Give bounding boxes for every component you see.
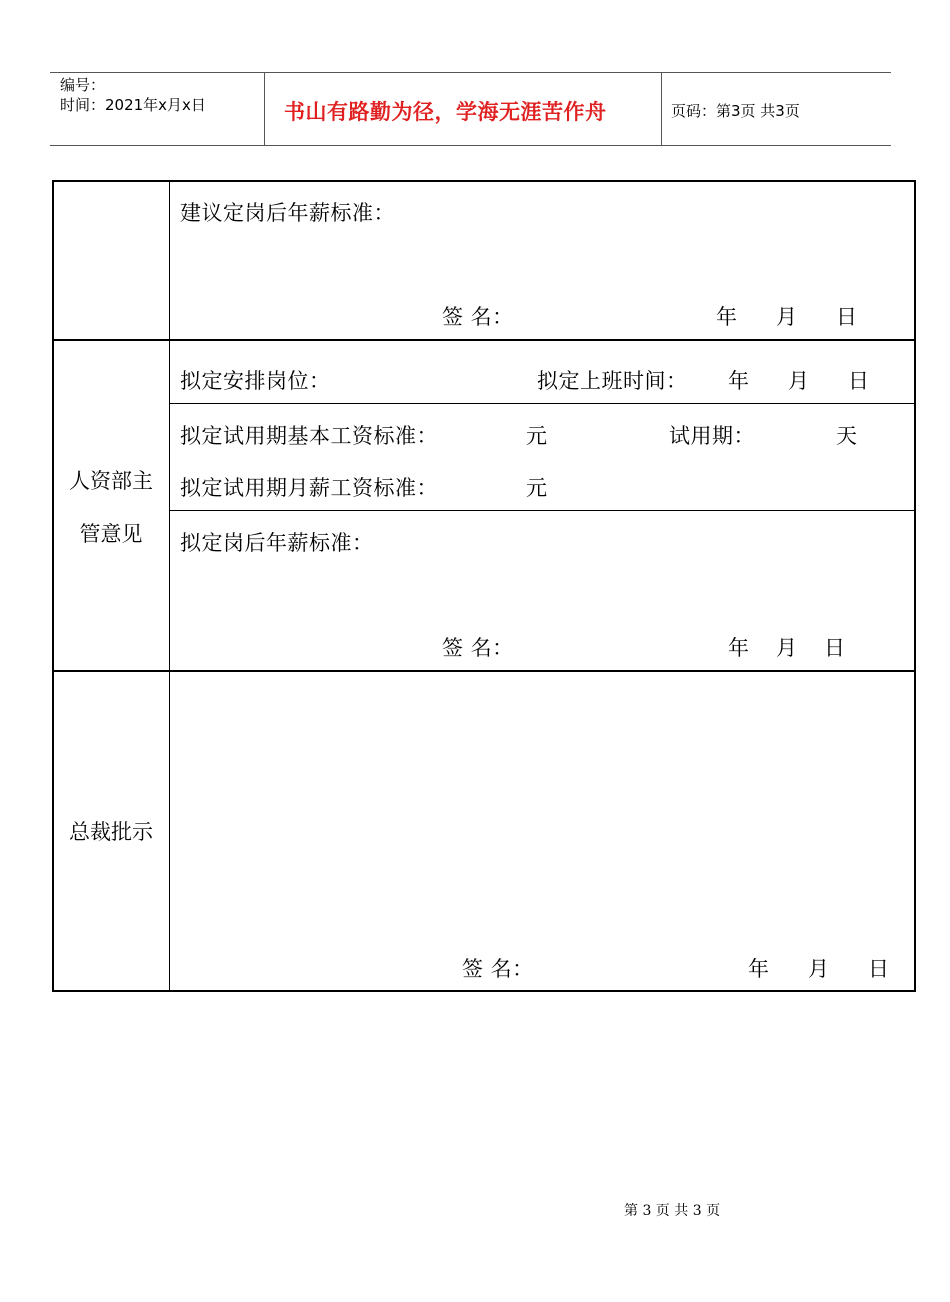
hr-month-label: 月 xyxy=(776,636,798,660)
start-month-label: 月 xyxy=(788,369,810,393)
section-divider-top xyxy=(53,339,916,341)
start-year-label: 年 xyxy=(728,369,750,393)
top-month-label: 月 xyxy=(776,305,798,329)
start-day-label: 日 xyxy=(848,369,870,393)
hr-opinion-label-line1: 人资部主 xyxy=(69,469,153,493)
ceo-day-label: 日 xyxy=(868,957,890,981)
ceo-approval-label: 总裁批示 xyxy=(69,820,153,844)
row-divider-post xyxy=(170,403,916,404)
suggest-salary-label: 建议定岗后年薪标准： xyxy=(180,201,395,225)
planned-post-label: 拟定安排岗位： xyxy=(180,369,331,393)
document-time-label: 时间：2021年x月x日 xyxy=(60,96,206,114)
hr-sign-label: 签 名： xyxy=(442,636,514,660)
top-year-label: 年 xyxy=(716,305,738,329)
top-day-label: 日 xyxy=(836,305,858,329)
header-motto: 书山有路勤为径，学海无涯苦作舟 xyxy=(284,100,607,124)
header-page-code: 页码：第3页 共3页 xyxy=(671,102,800,120)
section-divider-ceo xyxy=(53,670,916,672)
probation-monthly-yuan-label: 元 xyxy=(526,476,548,500)
ceo-year-label: 年 xyxy=(748,957,770,981)
probation-period-label: 试用期： xyxy=(669,424,755,448)
header-top-rule xyxy=(50,72,891,73)
post-salary-label: 拟定岗后年薪标准： xyxy=(180,531,374,555)
probation-base-salary-label: 拟定试用期基本工资标准： xyxy=(180,424,438,448)
header-bottom-rule xyxy=(50,145,891,146)
hr-day-label: 日 xyxy=(824,636,846,660)
probation-monthly-salary-label: 拟定试用期月薪工资标准： xyxy=(180,476,438,500)
top-sign-label: 签 名： xyxy=(442,305,514,329)
hr-year-label: 年 xyxy=(728,636,750,660)
page-footer-number: 第 3 页 共 3 页 xyxy=(624,1203,721,1219)
header-divider-right xyxy=(661,73,662,145)
label-column-divider xyxy=(169,181,170,991)
row-divider-probation xyxy=(170,510,916,511)
hr-opinion-label-line2: 管意见 xyxy=(79,522,143,546)
ceo-month-label: 月 xyxy=(808,957,830,981)
probation-days-label: 天 xyxy=(836,424,858,448)
ceo-sign-label: 签 名： xyxy=(462,957,534,981)
planned-start-time-label: 拟定上班时间： xyxy=(537,369,688,393)
header-divider-left xyxy=(264,73,265,145)
document-number-label: 编号： xyxy=(60,76,106,94)
probation-base-yuan-label: 元 xyxy=(526,424,548,448)
